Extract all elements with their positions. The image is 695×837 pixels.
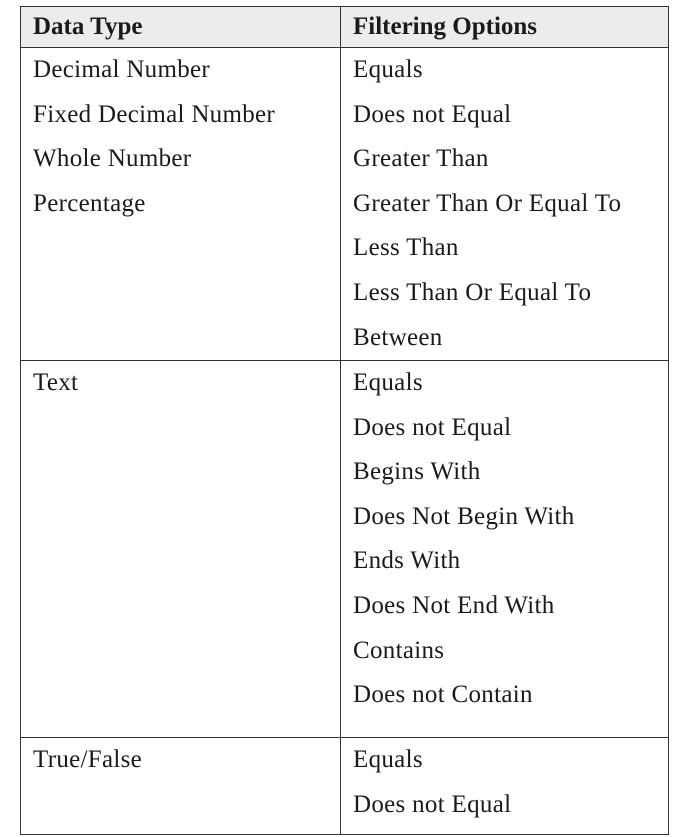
filter-option: Begins With	[353, 458, 481, 486]
table-row	[21, 360, 668, 737]
data-type-cell	[21, 48, 341, 360]
data-type-cell	[21, 738, 341, 834]
filter-option: Does not Equal	[353, 100, 512, 128]
filter-option: Equals	[353, 746, 423, 773]
filter-option: Between	[353, 323, 443, 351]
filter-option: Does Not Begin With	[353, 502, 575, 530]
data-type-item: Percentage	[33, 189, 146, 217]
data-type-item: Whole Number	[33, 145, 192, 173]
filter-option: Does not Equal	[353, 790, 512, 818]
data-type-item: Decimal Number	[33, 56, 211, 83]
filter-option: Equals	[353, 369, 423, 396]
filter-option: Does not Contain	[353, 681, 533, 709]
filter-option: Does Not End With	[353, 591, 555, 619]
table-row	[21, 47, 668, 360]
header-data-type: Data Type	[21, 7, 341, 47]
header-filtering-options: Filtering Options	[353, 13, 538, 40]
table-header-row	[21, 7, 668, 47]
filter-option: Greater Than	[353, 145, 489, 173]
filter-option: Less Than Or Equal To	[353, 278, 592, 306]
filtering-options-cell	[341, 361, 668, 737]
data-type-filter-table	[20, 6, 669, 835]
filter-option: Contains	[353, 636, 445, 664]
filter-option: Ends With	[353, 547, 461, 575]
filtering-options-cell	[341, 738, 668, 834]
filter-option: Equals	[353, 56, 423, 83]
data-type-item: True/False	[33, 746, 143, 773]
data-type-item: Fixed Decimal Number	[33, 100, 276, 128]
filter-option: Less Than	[353, 234, 459, 262]
filtering-options-cell	[341, 48, 668, 360]
table-row	[21, 737, 668, 834]
filter-option: Does not Equal	[353, 413, 512, 441]
data-type-cell	[21, 361, 341, 737]
filter-option: Greater Than Or Equal To	[353, 189, 622, 217]
data-type-item: Text	[33, 369, 79, 396]
